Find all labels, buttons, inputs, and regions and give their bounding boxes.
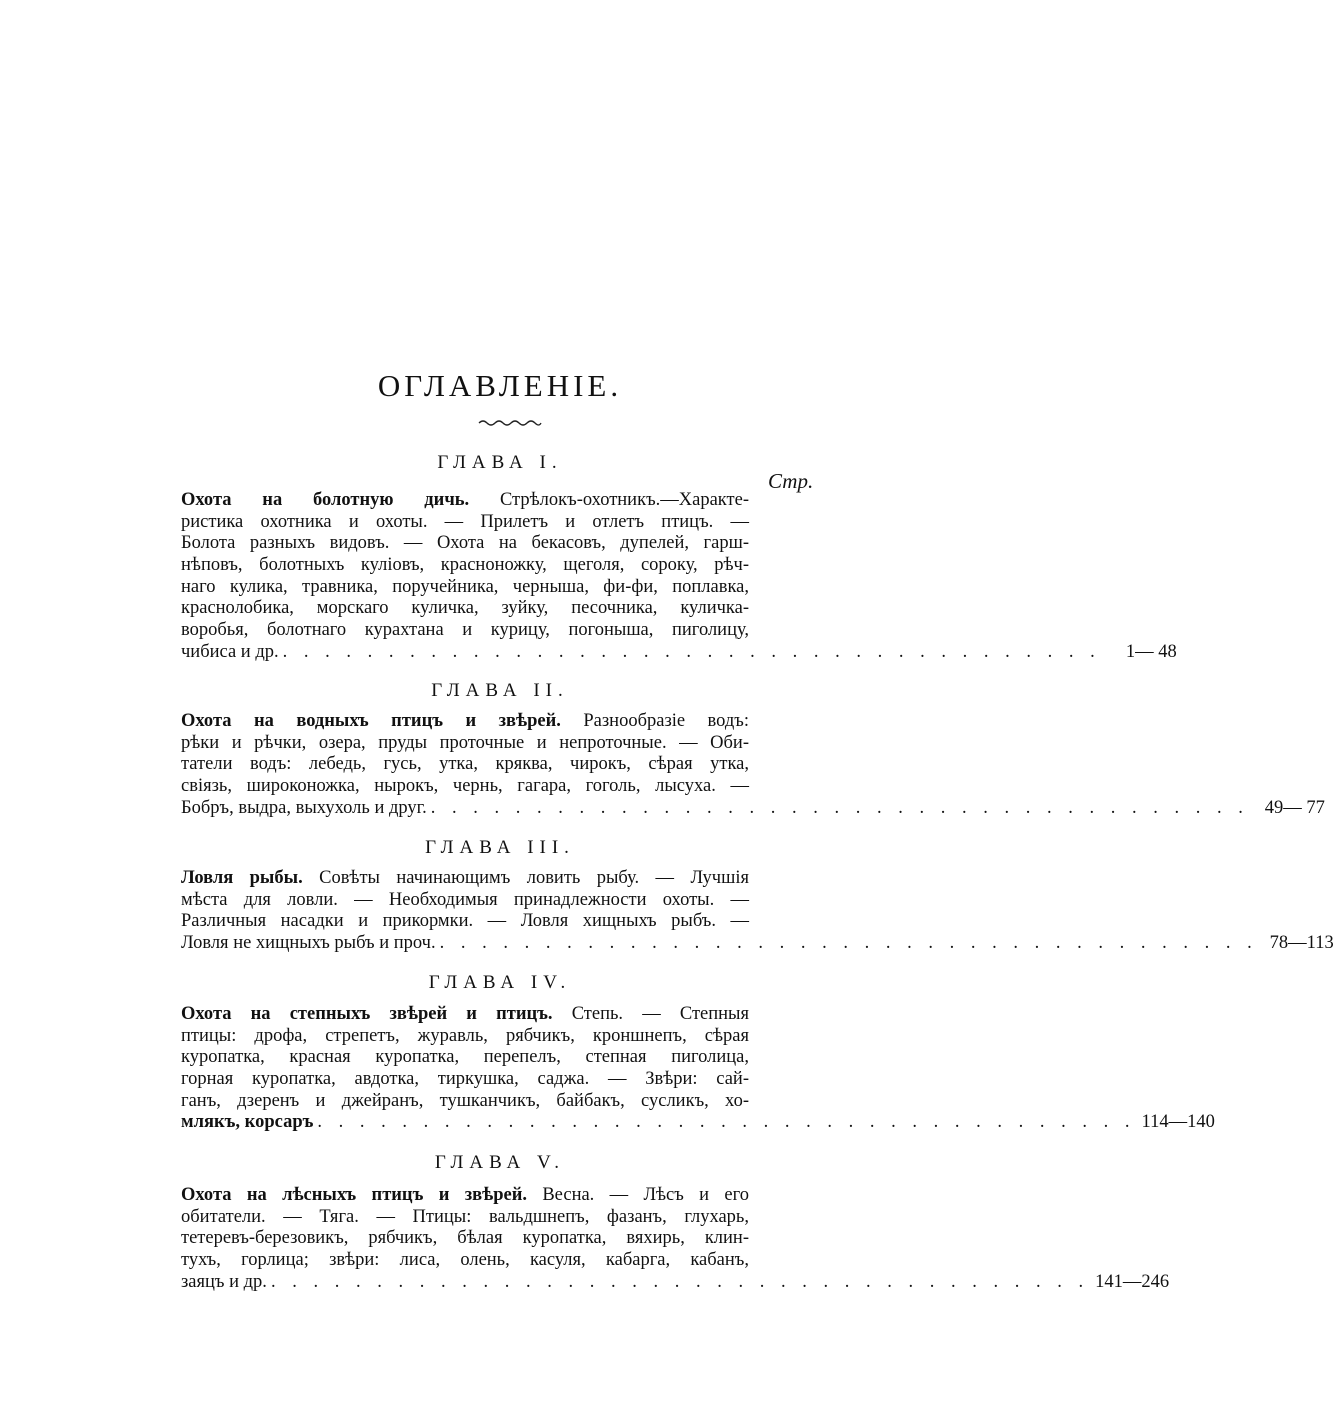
entry-line: Весна. — Лѣсъ и его xyxy=(527,1185,749,1205)
page-range: 141—246 xyxy=(1095,1271,1170,1292)
entry-line: Различныя насадки и прикормки. — Ловля хищныхъ рыбъ. — xyxy=(181,911,749,932)
leader-dots: . . . . . . . . . . . . . . . . . . . . . . . . . . . . . . . . . . . . . . . xyxy=(430,797,1249,818)
page-title: ОГЛАВЛЕНІЕ. xyxy=(377,368,623,403)
entry-line: тетеревъ-березовикъ, рябчикъ, бѣлая куропатка, вяхирь, клин- xyxy=(181,1228,749,1249)
entry-line: Ловля не хищныхъ рыбъ и проч. xyxy=(181,933,436,954)
leader-dots: . . . . . . . . . . . . . . . . . . . . . . . . . . . . . . . . . . . . . . . xyxy=(270,1271,1090,1292)
entry-line: Степь. — Степныя xyxy=(552,1004,749,1024)
entry-line: тухъ, горлица; звѣри: лиса, олень, касуля, кабарга, кабанъ, xyxy=(181,1250,749,1271)
entry-line: млякъ, корсаръ xyxy=(181,1112,314,1133)
entry-line: птицы: дрофа, стрепетъ, журавль, рябчикъ, кроншнепъ, сѣрая xyxy=(181,1025,749,1046)
chapter-entry xyxy=(181,1185,1170,1293)
page-range: 114—140 xyxy=(1141,1112,1215,1133)
entry-lead: Охота на степныхъ звѣрей и птицъ. xyxy=(181,1004,553,1024)
entry-line: заяцъ и др. xyxy=(181,1271,267,1292)
page-column-label: Стр. xyxy=(768,469,814,493)
chapter-heading: ГЛАВА V. xyxy=(434,1152,566,1173)
entry-line: чибиса и др. xyxy=(181,641,279,662)
entry-line: нѣповъ, болотныхъ куліовъ, красноножку, щеголя, сороку, рѣч- xyxy=(181,555,749,576)
entry-line: ристика охотника и охоты. — Прилетъ и отлетъ птицъ. — xyxy=(181,511,749,532)
entry-line: Стрѣлокъ-охотникъ.—Характе- xyxy=(469,490,749,510)
leader-dots: . . . . . . . . . . . . . . . . . . . . . . . . . . . . . . . . . . . . . . . xyxy=(439,933,1258,954)
page-range: 1— 48 xyxy=(1125,641,1177,662)
entry-line: мѣста для ловли. — Необходимыя принадлежности охоты. — xyxy=(181,889,749,910)
page-range: 78—113 xyxy=(1269,933,1334,954)
entry-line: горная куропатка, авдотка, тиркушка, саджа. — Звѣри: сай- xyxy=(181,1069,749,1090)
entry-line: татели водъ: лебедь, гусь, утка, кряква, чирокъ, сѣрая утка, xyxy=(181,754,749,775)
entry-line: краснолобика, морскаго куличка, зуйку, песочника, куличка- xyxy=(181,598,749,619)
page-range: 49— 77 xyxy=(1264,797,1325,818)
leader-dots: . . . . . . . . . . . . . . . . . . . . . . . . . . . . . . . . . . . . . . . xyxy=(317,1112,1136,1133)
chapter-heading: ГЛАВА IV. xyxy=(428,972,572,993)
chapter-entry xyxy=(181,1004,1215,1134)
chapter-heading: ГЛАВА III. xyxy=(425,837,575,858)
entry-lead: Ловля рыбы. xyxy=(181,868,303,888)
entry-line: куропатка, красная куропатка, перепелъ, степная пиголица, xyxy=(181,1047,749,1068)
chapter-heading: ГЛАВА II. xyxy=(431,680,569,701)
title-ornament xyxy=(479,418,541,428)
entry-line: обитатели. — Тяга. — Птицы: вальдшнепъ, фазанъ, глухарь, xyxy=(181,1206,749,1227)
entry-lead: Охота на болотную дичь. xyxy=(181,490,470,510)
entry-line: Бобръ, выдра, выхухоль и друг. xyxy=(181,797,427,818)
chapter-entry xyxy=(181,868,1334,955)
entry-line: рѣки и рѣчки, озера, пруды проточные и непроточные. — Оби- xyxy=(181,732,749,753)
entry-lead: Охота на водныхъ птицъ и звѣрей. xyxy=(181,711,561,731)
chapter-heading: ГЛАВА I. xyxy=(437,452,563,473)
entry-line: свіязь, широконожка, нырокъ, чернь, гагара, гоголь, лысуха. — xyxy=(181,776,749,797)
entry-line: наго кулика, травника, поручейника, черныша, фи-фи, поплавка, xyxy=(181,576,749,597)
entry-line: Болота разныхъ видовъ. — Охота на бекасовъ, дупелей, гарш- xyxy=(181,533,749,554)
entry-line: воробья, болотнаго курахтана и курицу, погоныша, пиголицу, xyxy=(181,620,749,641)
leader-dots: . . . . . . . . . . . . . . . . . . . . . . . . . . . . . . . . . . . . . . . xyxy=(282,641,1101,662)
entry-line: Разнообразіе водъ: xyxy=(560,711,750,731)
entry-line: ганъ, дзеренъ и джейранъ, тушканчикъ, байбакъ, сусликъ, хо- xyxy=(181,1090,749,1111)
entry-lead: Охота на лѣсныхъ птицъ и звѣрей. xyxy=(181,1185,528,1205)
chapter-entry xyxy=(181,490,1177,664)
entry-line: Совѣты начинающимъ ловить рыбу. — Лучшія xyxy=(302,868,749,888)
chapter-entry xyxy=(181,711,1325,819)
